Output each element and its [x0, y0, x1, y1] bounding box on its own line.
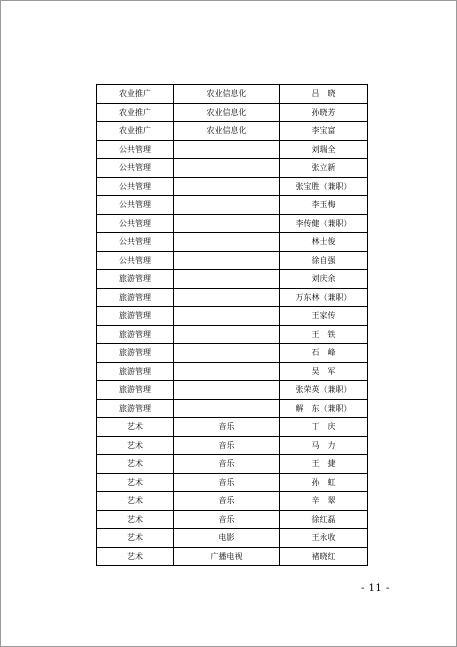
name-cell: 王 铁 [280, 325, 368, 344]
field-cell: 艺术 [97, 510, 174, 529]
direction-cell: 音乐 [174, 492, 280, 511]
direction-cell [174, 399, 280, 418]
direction-cell [174, 159, 280, 178]
table-row [97, 85, 368, 104]
name-cell: 李宝富 [280, 122, 368, 141]
name-cell: 徐自强 [280, 251, 368, 270]
field-cell: 公共管理 [97, 140, 174, 159]
direction-cell: 音乐 [174, 510, 280, 529]
name-cell: 刘瑞全 [280, 140, 368, 159]
direction-cell [174, 214, 280, 233]
name-cell: 孙 虹 [280, 473, 368, 492]
direction-cell: 音乐 [174, 418, 280, 437]
table-row [97, 177, 368, 196]
name-cell: 张荣英（兼职） [280, 381, 368, 400]
field-cell: 旅游管理 [97, 362, 174, 381]
field-cell: 旅游管理 [97, 325, 174, 344]
field-cell: 艺术 [97, 547, 174, 566]
direction-cell: 农业信息化 [174, 85, 280, 104]
name-cell: 王家传 [280, 307, 368, 326]
table-row [97, 362, 368, 381]
direction-cell [174, 251, 280, 270]
table-row [97, 251, 368, 270]
direction-cell [174, 140, 280, 159]
direction-cell: 电影 [174, 529, 280, 548]
table-row [97, 529, 368, 548]
table-row [97, 325, 368, 344]
table-row [97, 344, 368, 363]
field-cell: 旅游管理 [97, 307, 174, 326]
name-cell: 李玉梅 [280, 196, 368, 215]
name-cell: 王永收 [280, 529, 368, 548]
field-cell: 旅游管理 [97, 270, 174, 289]
table-row [97, 214, 368, 233]
table-row [97, 140, 368, 159]
name-cell: 褚晓红 [280, 547, 368, 566]
table-row [97, 436, 368, 455]
table-row [97, 196, 368, 215]
name-cell: 张立新 [280, 159, 368, 178]
direction-cell [174, 270, 280, 289]
field-cell: 公共管理 [97, 233, 174, 252]
field-cell: 艺术 [97, 492, 174, 511]
direction-cell: 农业信息化 [174, 103, 280, 122]
table-row [97, 307, 368, 326]
direction-cell [174, 233, 280, 252]
table-row [97, 381, 368, 400]
direction-cell [174, 307, 280, 326]
table-row [97, 233, 368, 252]
name-cell: 张宝胜（兼职） [280, 177, 368, 196]
field-cell: 农业推广 [97, 103, 174, 122]
name-cell: 孙晓芳 [280, 103, 368, 122]
name-cell: 石 峰 [280, 344, 368, 363]
name-cell: 解 东（兼职） [280, 399, 368, 418]
name-cell: 吴 军 [280, 362, 368, 381]
table-row [97, 288, 368, 307]
roster-table [96, 84, 368, 566]
name-cell: 王 捷 [280, 455, 368, 474]
field-cell: 旅游管理 [97, 399, 174, 418]
direction-cell: 音乐 [174, 436, 280, 455]
direction-cell [174, 196, 280, 215]
table-row [97, 122, 368, 141]
table-row [97, 473, 368, 492]
field-cell: 艺术 [97, 436, 174, 455]
direction-cell [174, 344, 280, 363]
field-cell: 公共管理 [97, 159, 174, 178]
direction-cell [174, 381, 280, 400]
name-cell: 万东林（兼职） [280, 288, 368, 307]
page-number: - 11 - [361, 583, 390, 594]
name-cell: 丁 庆 [280, 418, 368, 437]
direction-cell [174, 288, 280, 307]
field-cell: 旅游管理 [97, 381, 174, 400]
field-cell: 旅游管理 [97, 288, 174, 307]
field-cell: 旅游管理 [97, 344, 174, 363]
table-row [97, 103, 368, 122]
table-row [97, 547, 368, 566]
direction-cell [174, 362, 280, 381]
direction-cell [174, 325, 280, 344]
name-cell: 徐红磊 [280, 510, 368, 529]
field-cell: 艺术 [97, 455, 174, 474]
direction-cell: 音乐 [174, 455, 280, 474]
field-cell: 公共管理 [97, 177, 174, 196]
name-cell: 林士俊 [280, 233, 368, 252]
field-cell: 艺术 [97, 473, 174, 492]
field-cell: 农业推广 [97, 122, 174, 141]
field-cell: 艺术 [97, 529, 174, 548]
direction-cell [174, 177, 280, 196]
roster-table-body [97, 85, 368, 566]
name-cell: 辛 翠 [280, 492, 368, 511]
table-row [97, 455, 368, 474]
field-cell: 公共管理 [97, 196, 174, 215]
field-cell: 农业推广 [97, 85, 174, 104]
direction-cell: 农业信息化 [174, 122, 280, 141]
name-cell: 李传健（兼职） [280, 214, 368, 233]
name-cell: 刘庆余 [280, 270, 368, 289]
table-row [97, 270, 368, 289]
table-row [97, 510, 368, 529]
direction-cell: 音乐 [174, 473, 280, 492]
field-cell: 公共管理 [97, 251, 174, 270]
field-cell: 艺术 [97, 418, 174, 437]
name-cell: 马 力 [280, 436, 368, 455]
name-cell: 吕 晓 [280, 85, 368, 104]
table-row [97, 159, 368, 178]
direction-cell: 广播电视 [174, 547, 280, 566]
field-cell: 公共管理 [97, 214, 174, 233]
table-row [97, 492, 368, 511]
table-row [97, 399, 368, 418]
table-row [97, 418, 368, 437]
